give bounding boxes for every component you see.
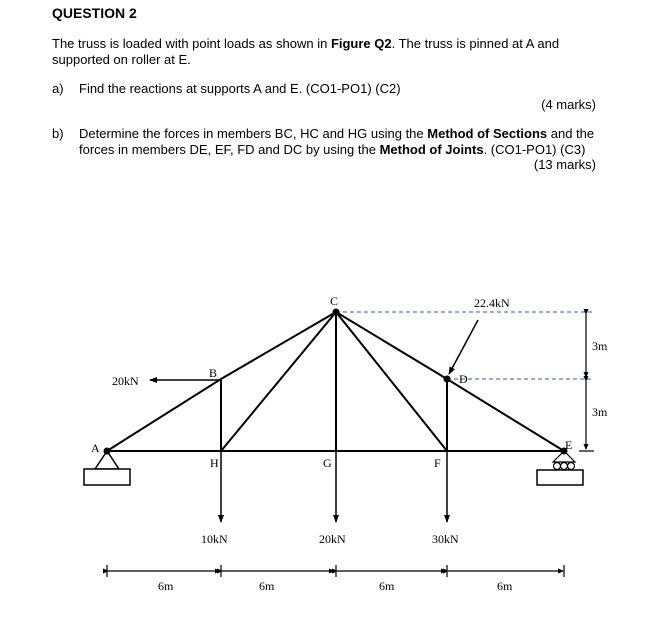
part-a-text: Find the reactions at supports A and E. (CO1-PO1) (C2): [79, 81, 401, 96]
dim-label-span-4: 6m: [497, 579, 513, 593]
dim-label-span-3: 6m: [379, 579, 395, 593]
part-a-marks: (4 marks): [541, 97, 596, 112]
part-b-label: b): [52, 126, 64, 141]
member-de: [447, 379, 564, 451]
load-label-f: 30kN: [432, 532, 459, 546]
member-cf: [336, 312, 447, 451]
question-title: QUESTION 2: [52, 5, 137, 21]
dim-label-span-2: 6m: [259, 579, 275, 593]
load-label-d: 22.4kN: [474, 296, 510, 310]
joint-label-h: H: [210, 456, 219, 470]
part-b-text: Determine the forces in members BC, HC and HG using the Method of Sections and the forces in members DE, EF, FD and DC by using the Method of Joints. (CO1-PO1) (C3): [79, 126, 595, 157]
member-ab: [107, 379, 221, 451]
member-hc: [221, 312, 336, 451]
load-label-b: 20kN: [112, 374, 139, 388]
joint-label-c: C: [330, 294, 339, 308]
joint-label-a: A: [91, 441, 100, 455]
part-a-label: a): [52, 81, 64, 96]
member-bc: [221, 312, 336, 379]
joint-label-b: B: [209, 366, 218, 380]
load-arrow-d: [449, 320, 478, 374]
load-label-g: 20kN: [319, 532, 346, 546]
pin-support-a: [84, 451, 130, 485]
joint-label-d: D: [459, 372, 468, 386]
joint-label-g: G: [323, 456, 332, 470]
roller-support-e: [537, 451, 583, 485]
joint-d: [444, 376, 451, 383]
question-intro: The truss is loaded with point loads as shown in Figure Q2. The truss is pinned at A and supported on roller at E.: [52, 36, 560, 67]
part-b-marks: (13 marks): [533, 157, 596, 172]
load-label-h: 10kN: [201, 532, 228, 546]
joint-c: [333, 309, 340, 316]
dim-label-lower: 3m: [592, 405, 608, 419]
dim-label-span-1: 6m: [158, 579, 174, 593]
member-cd: [336, 312, 447, 379]
joint-label-e: E: [565, 438, 573, 452]
joint-label-f: F: [434, 456, 441, 470]
dim-label-upper: 3m: [592, 339, 608, 353]
